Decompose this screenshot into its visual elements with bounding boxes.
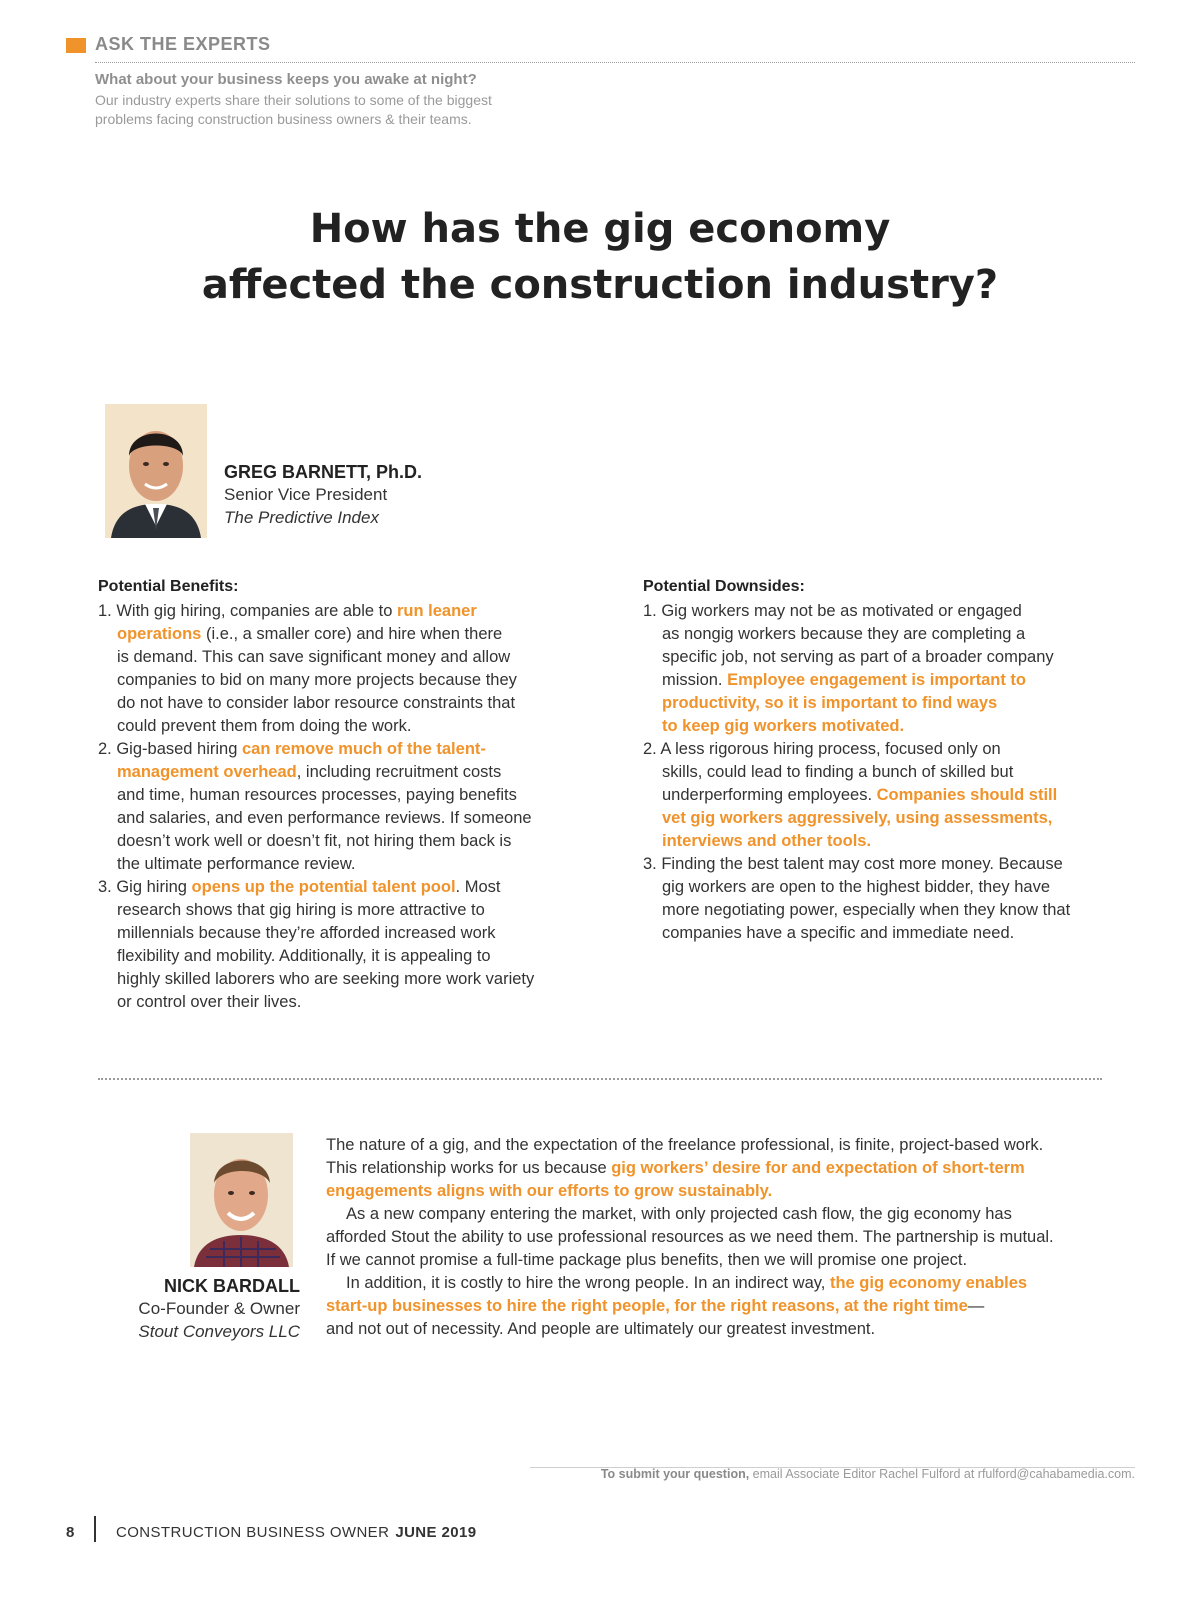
highlight-text: start-up businesses to hire the right people, for the right reasons, at the right time — [326, 1297, 968, 1315]
list-item — [117, 623, 502, 645]
expert-company: Stout Conveyors LLC — [138, 1322, 300, 1341]
highlight-text: management overhead — [117, 763, 297, 781]
list-item: gig workers are open to the highest bidder, they have — [662, 878, 1050, 896]
highlight-text: the gig economy enables — [829, 1274, 1028, 1292]
body-text: — — [967, 1297, 985, 1315]
body-text: underperforming employees. — [662, 786, 877, 804]
section-divider — [98, 1078, 1102, 1080]
expert-title: Senior Vice President — [224, 485, 388, 504]
submit-contact: email Associate Editor Rachel Fulford at rfulford@cahabamedia.com. — [749, 1467, 1135, 1481]
list-item: highly skilled laborers who are seeking more work variety — [117, 970, 535, 988]
highlight-text: Companies should still — [876, 786, 1058, 804]
answer-line: As a new company entering the market, with only projected cash flow, the gig economy has — [346, 1205, 1012, 1223]
section-subtitle: problems facing construction business owners & their teams. — [95, 111, 472, 127]
list-item: companies to bid on many more projects because they — [117, 671, 517, 689]
highlight-text: operations — [117, 625, 202, 643]
list-item: companies have a specific and immediate need. — [662, 924, 1015, 942]
list-item: and salaries, and even performance reviews. If someone — [117, 809, 532, 827]
list-item: flexibility and mobility. Additionally, it is appealing to — [117, 947, 491, 965]
expert-title: Co-Founder & Owner — [138, 1299, 300, 1318]
highlight-text: run leaner — [397, 602, 477, 620]
list-item: 2. A less rigorous hiring process, focused only on — [643, 740, 1001, 758]
list-item: productivity, so it is important to find ways — [662, 694, 998, 712]
magazine-title: CONSTRUCTION BUSINESS OWNER — [116, 1524, 390, 1541]
list-item — [98, 600, 477, 622]
body-text: 2. Gig-based hiring — [98, 740, 242, 758]
list-item: millennials because they’re afforded increased work — [117, 924, 496, 942]
list-item: as nongig workers because they are completing a — [662, 625, 1026, 643]
expert-name: NICK BARDALL — [164, 1276, 300, 1296]
list-item: vet gig workers aggressively, using assessments, — [662, 809, 1053, 827]
header-divider — [95, 62, 1135, 63]
answer-line: If we cannot promise a full-time package plus benefits, then we will promise one project. — [326, 1251, 968, 1269]
body-text: . Most — [455, 878, 501, 896]
list-item: or control over their lives. — [117, 993, 302, 1011]
highlight-text: Employee engagement is important to — [727, 671, 1026, 689]
benefits-heading: Potential Benefits: — [98, 578, 239, 595]
list-item: could prevent them from doing the work. — [117, 717, 412, 735]
list-item — [117, 761, 501, 783]
issue-date: JUNE 2019 — [395, 1524, 477, 1541]
list-item: specific job, not serving as part of a broader company — [662, 648, 1054, 666]
magazine-footer — [116, 1524, 476, 1541]
list-item: doesn’t work well or doesn’t fit, not hiring them back is — [117, 832, 512, 850]
article-headline: affected the construction industry? — [201, 262, 999, 308]
list-item: is demand. This can save significant money and allow — [117, 648, 511, 666]
answer-line: and not out of necessity. And people are ultimately our greatest investment. — [326, 1320, 876, 1338]
body-text: 1. With gig hiring, companies are able to — [98, 602, 397, 620]
body-text: , including recruitment costs — [296, 763, 502, 781]
list-item: the ultimate performance review. — [117, 855, 356, 873]
expert-photo — [190, 1133, 293, 1267]
expert-name: GREG BARNETT, Ph.D. — [224, 462, 423, 482]
submit-lead: To submit your question, — [600, 1467, 750, 1481]
list-item: interviews and other tools. — [662, 832, 872, 850]
answer-line — [326, 1157, 1025, 1179]
list-item — [662, 669, 1026, 691]
list-item — [98, 876, 500, 898]
expert-photo — [105, 404, 207, 538]
section-marker — [66, 38, 86, 53]
list-item — [662, 784, 1057, 806]
article-headline: How has the gig economy — [309, 206, 891, 252]
list-item: more negotiating power, especially when they know that — [662, 901, 1071, 919]
body-text: mission. — [662, 671, 728, 689]
answer-line — [346, 1272, 1027, 1294]
list-item: 3. Finding the best talent may cost more money. Because — [643, 855, 1063, 873]
page-number: 8 — [66, 1524, 75, 1541]
expert-company: The Predictive Index — [224, 508, 379, 527]
section-label: ASK THE EXPERTS — [95, 34, 271, 54]
body-text: This relationship works for us because — [326, 1159, 612, 1177]
downsides-heading: Potential Downsides: — [643, 578, 805, 595]
section-subtitle: Our industry experts share their solutions to some of the biggest — [95, 92, 492, 108]
section-question: What about your business keeps you awake at night? — [95, 71, 477, 88]
highlight-text: can remove much of the talent- — [242, 740, 486, 758]
list-item: research shows that gig hiring is more attractive to — [117, 901, 485, 919]
body-text: (i.e., a smaller core) and hire when there — [201, 625, 503, 643]
list-item: 1. Gig workers may not be as motivated or engaged — [643, 602, 1022, 620]
submit-note — [530, 1467, 1135, 1481]
highlight-text: gig workers’ desire for and expectation of short-term — [611, 1159, 1025, 1177]
answer-line: engagements aligns with our efforts to grow sustainably. — [326, 1182, 773, 1200]
body-text: In addition, it is costly to hire the wrong people. In an indirect way, — [346, 1274, 830, 1292]
list-item: and time, human resources processes, paying benefits — [117, 786, 517, 804]
list-item: do not have to consider labor resource constraints that — [117, 694, 516, 712]
list-item: to keep gig workers motivated. — [662, 717, 905, 735]
answer-line — [326, 1295, 984, 1317]
answer-line: afforded Stout the ability to use professional resources as we need them. The partnership is mutual. — [326, 1228, 1054, 1246]
highlight-text: opens up the potential talent pool — [191, 878, 456, 896]
list-item: skills, could lead to finding a bunch of skilled but — [662, 763, 1014, 781]
answer-line: The nature of a gig, and the expectation of the freelance professional, is finite, project-based work. — [326, 1136, 1044, 1154]
list-item — [98, 738, 486, 760]
footer-separator — [94, 1516, 96, 1542]
body-text: 3. Gig hiring — [98, 878, 192, 896]
